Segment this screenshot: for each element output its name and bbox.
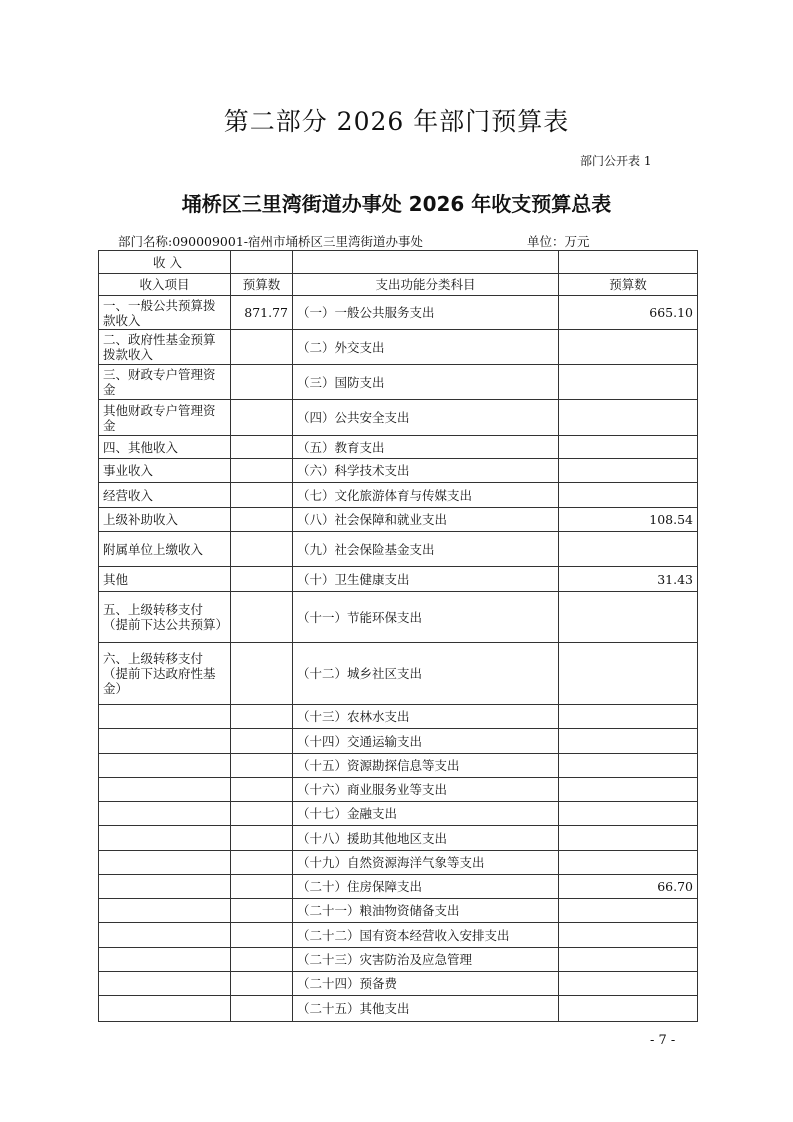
expense-item-cell: （十四）交通运输支出: [293, 729, 559, 754]
header-expense-amount: 预算数: [559, 274, 698, 296]
table-row: [99, 330, 698, 365]
income-item-cell: [99, 802, 231, 826]
income-item-cell: 其他: [99, 567, 231, 592]
table-title: 埇桥区三里湾街道办事处 2026 年收支预算总表: [181, 192, 612, 216]
income-amount-cell: [231, 923, 293, 948]
table-row: [99, 875, 698, 899]
table-row: [99, 567, 698, 592]
income-item-cell: 二、政府性基金预算拨款收入: [99, 330, 231, 365]
expense-item-cell: （四）公共安全支出: [293, 400, 559, 436]
expense-amount-cell: [559, 851, 698, 875]
expense-item-cell: （一）一般公共服务支出: [293, 296, 559, 330]
income-item-cell: [99, 705, 231, 729]
income-amount-cell: [231, 875, 293, 899]
income-item-cell: 上级补助收入: [99, 508, 231, 532]
expense-item-cell: （七）文化旅游体育与传媒支出: [293, 483, 559, 508]
expense-amount-cell: [559, 778, 698, 802]
income-item-cell: 事业收入: [99, 459, 231, 483]
expense-item-cell: （三）国防支出: [293, 365, 559, 400]
expense-item-cell: （十）卫生健康支出: [293, 567, 559, 592]
income-item-cell: 三、财政专户管理资金: [99, 365, 231, 400]
income-amount-cell: 871.77: [231, 296, 293, 330]
expense-item-cell: （二十一）粮油物资储备支出: [293, 899, 559, 923]
expense-amount-cell: 665.10: [559, 296, 698, 330]
expense-amount-cell: [559, 592, 698, 643]
income-amount-cell: [231, 330, 293, 365]
empty-header-cell: [293, 251, 559, 274]
income-item-cell: 六、上级转移支付（提前下达政府性基金）: [99, 643, 231, 705]
expense-amount-cell: [559, 365, 698, 400]
expense-item-cell: （十五）资源勘探信息等支出: [293, 754, 559, 778]
expense-item-cell: （六）科学技术支出: [293, 459, 559, 483]
income-item-cell: 附属单位上缴收入: [99, 532, 231, 567]
expense-item-cell: （十九）自然资源海洋气象等支出: [293, 851, 559, 875]
income-amount-cell: [231, 567, 293, 592]
expense-item-cell: （十八）援助其他地区支出: [293, 826, 559, 851]
income-amount-cell: [231, 459, 293, 483]
table-row: [99, 972, 698, 996]
income-item-cell: 经营收入: [99, 483, 231, 508]
table-column-header-row: [99, 274, 698, 296]
expense-item-cell: （十三）农林水支出: [293, 705, 559, 729]
expense-amount-cell: [559, 705, 698, 729]
table-row: [99, 826, 698, 851]
expense-amount-cell: [559, 483, 698, 508]
expense-amount-cell: [559, 729, 698, 754]
table-row: [99, 296, 698, 330]
expense-item-cell: （二十五）其他支出: [293, 996, 559, 1022]
income-item-cell: [99, 729, 231, 754]
expense-amount-cell: [559, 400, 698, 436]
table-row: [99, 483, 698, 508]
table-row: [99, 365, 698, 400]
table-row: [99, 802, 698, 826]
income-item-cell: [99, 923, 231, 948]
income-amount-cell: [231, 400, 293, 436]
expense-amount-cell: [559, 532, 698, 567]
table-row: [99, 754, 698, 778]
header-income-item: 收入项目: [99, 274, 231, 296]
income-amount-cell: [231, 826, 293, 851]
income-amount-cell: [231, 436, 293, 459]
income-amount-cell: [231, 972, 293, 996]
expense-amount-cell: [559, 754, 698, 778]
income-amount-cell: [231, 365, 293, 400]
income-amount-cell: [231, 754, 293, 778]
income-item-cell: 其他财政专户管理资金: [99, 400, 231, 436]
table-row: [99, 592, 698, 643]
income-item-cell: [99, 875, 231, 899]
income-amount-cell: [231, 729, 293, 754]
income-amount-cell: [231, 948, 293, 972]
income-item-cell: 一、一般公共预算拨款收入: [99, 296, 231, 330]
expense-item-cell: （二十）住房保障支出: [293, 875, 559, 899]
table-row: [99, 851, 698, 875]
table-row: [99, 923, 698, 948]
income-item-cell: [99, 826, 231, 851]
table-row: [99, 948, 698, 972]
page-number: - 7 -: [650, 1033, 676, 1048]
expense-amount-cell: [559, 996, 698, 1022]
table-row: [99, 436, 698, 459]
expense-item-cell: （十六）商业服务业等支出: [293, 778, 559, 802]
expense-amount-cell: 66.70: [559, 875, 698, 899]
income-item-cell: 五、上级转移支付（提前下达公共预算）: [99, 592, 231, 643]
income-group-header: 收 入: [99, 251, 231, 274]
expense-amount-cell: [559, 899, 698, 923]
income-amount-cell: [231, 899, 293, 923]
table-row: [99, 532, 698, 567]
expense-item-cell: （二十二）国有资本经营收入安排支出: [293, 923, 559, 948]
table-group-header-row: [99, 251, 698, 274]
table-row: [99, 643, 698, 705]
income-item-cell: [99, 778, 231, 802]
income-item-cell: [99, 851, 231, 875]
income-amount-cell: [231, 778, 293, 802]
income-amount-cell: [231, 483, 293, 508]
expense-item-cell: （二十四）预备费: [293, 972, 559, 996]
header-expense-item: 支出功能分类科目: [293, 274, 559, 296]
table-row: [99, 899, 698, 923]
income-item-cell: 四、其他收入: [99, 436, 231, 459]
expense-item-cell: （八）社会保障和就业支出: [293, 508, 559, 532]
expense-amount-cell: [559, 802, 698, 826]
expense-amount-cell: [559, 459, 698, 483]
table-row: [99, 459, 698, 483]
expense-item-cell: （十七）金融支出: [293, 802, 559, 826]
expense-amount-cell: [559, 923, 698, 948]
expense-amount-cell: [559, 972, 698, 996]
income-amount-cell: [231, 592, 293, 643]
part-title: 第二部分 2026 年部门预算表: [223, 107, 570, 136]
expense-amount-cell: [559, 948, 698, 972]
expense-item-cell: （十一）节能环保支出: [293, 592, 559, 643]
income-amount-cell: [231, 643, 293, 705]
income-amount-cell: [231, 851, 293, 875]
expense-amount-cell: [559, 826, 698, 851]
table-row: [99, 778, 698, 802]
table-row: [99, 729, 698, 754]
expense-amount-cell: 31.43: [559, 567, 698, 592]
expense-item-cell: （九）社会保险基金支出: [293, 532, 559, 567]
form-number: 部门公开表 1: [580, 154, 652, 168]
income-amount-cell: [231, 802, 293, 826]
income-item-cell: [99, 899, 231, 923]
expense-amount-cell: [559, 330, 698, 365]
expense-item-cell: （二）外交支出: [293, 330, 559, 365]
budget-table: [98, 250, 698, 1022]
expense-amount-cell: 108.54: [559, 508, 698, 532]
expense-amount-cell: [559, 643, 698, 705]
department-label: 部门名称:090009001-宿州市埇桥区三里湾街道办事处: [118, 234, 424, 249]
expense-item-cell: （五）教育支出: [293, 436, 559, 459]
income-amount-cell: [231, 996, 293, 1022]
income-amount-cell: [231, 705, 293, 729]
empty-header-cell: [231, 251, 293, 274]
income-item-cell: [99, 972, 231, 996]
expense-item-cell: （十二）城乡社区支出: [293, 643, 559, 705]
header-income-amount: 预算数: [231, 274, 293, 296]
income-item-cell: [99, 948, 231, 972]
table-row: [99, 508, 698, 532]
unit-label: 单位：万元: [527, 234, 590, 249]
table-row: [99, 705, 698, 729]
table-row: [99, 400, 698, 436]
income-item-cell: [99, 754, 231, 778]
income-amount-cell: [231, 508, 293, 532]
income-item-cell: [99, 996, 231, 1022]
income-amount-cell: [231, 532, 293, 567]
expense-item-cell: （二十三）灾害防治及应急管理: [293, 948, 559, 972]
empty-header-cell: [559, 251, 698, 274]
expense-amount-cell: [559, 436, 698, 459]
table-row: [99, 996, 698, 1022]
